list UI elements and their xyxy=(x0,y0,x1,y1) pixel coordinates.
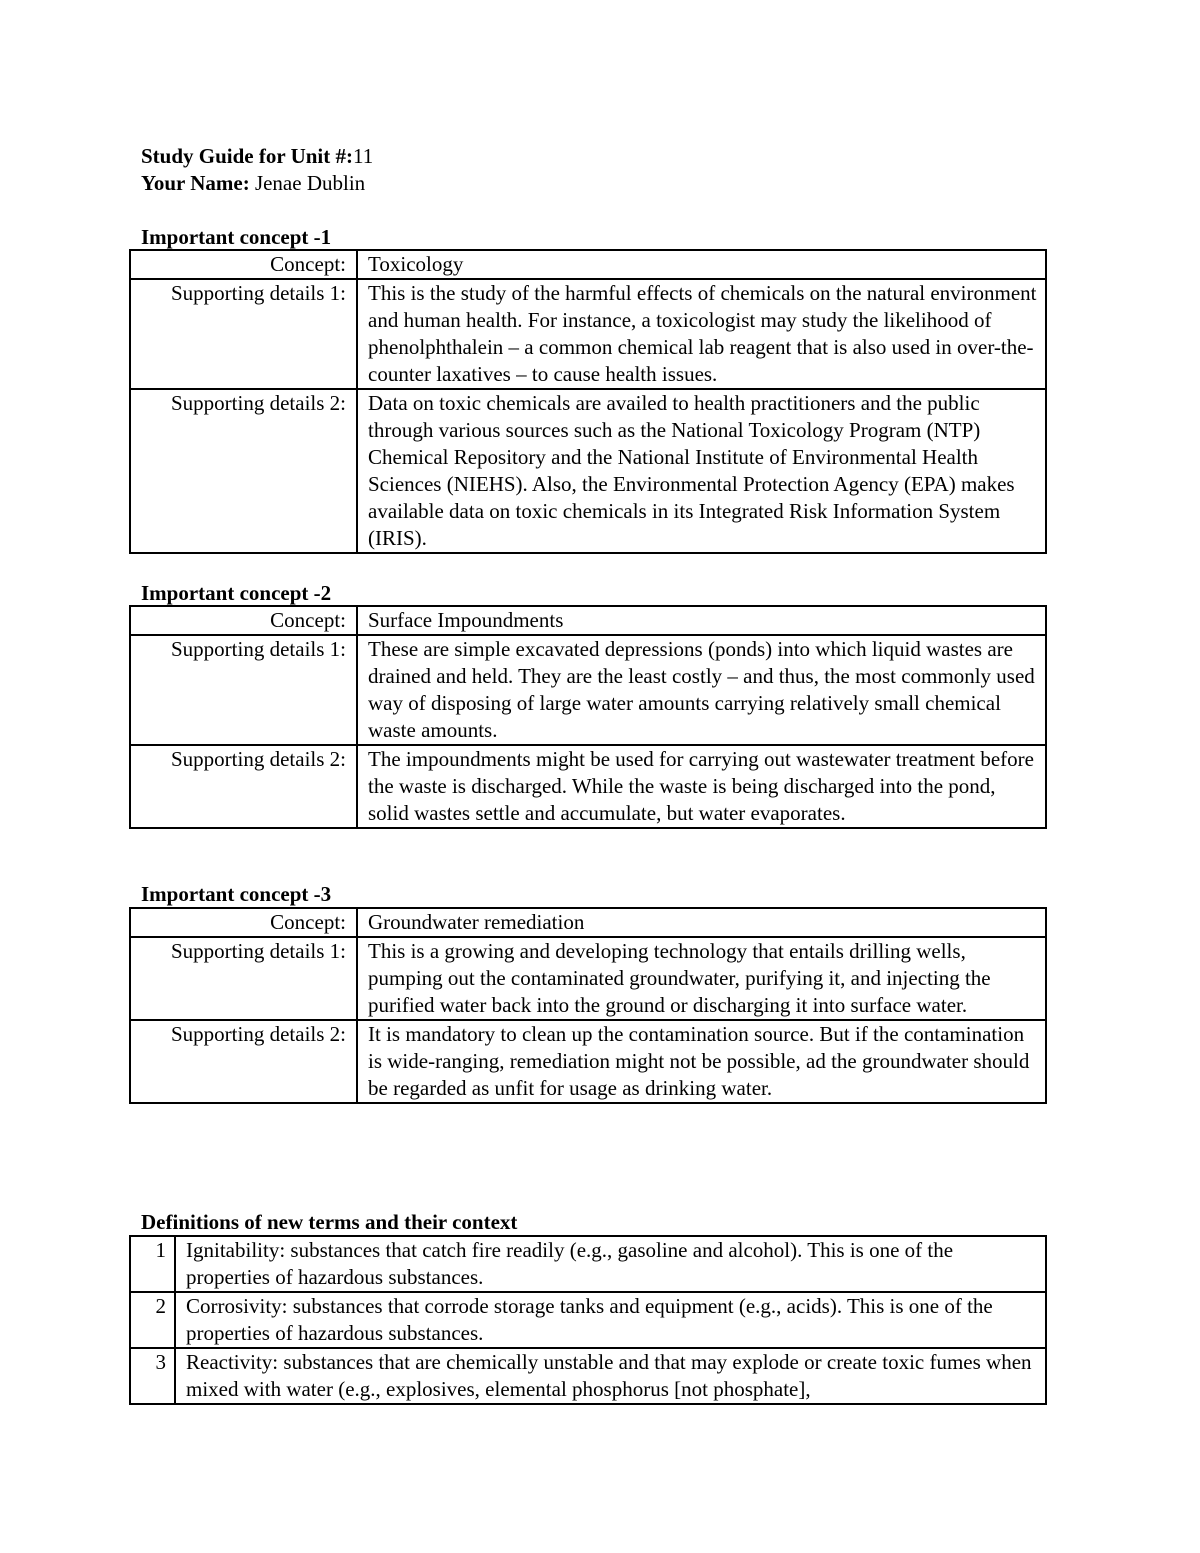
table-row xyxy=(130,606,1046,635)
unit-line xyxy=(141,143,373,170)
concept-1-table xyxy=(129,249,1047,554)
concept-3-table xyxy=(129,907,1047,1104)
detail-1-text: These are simple excavated depressions (ponds) into which liquid wastes are drained and held. They are the least costly – and thus, the most commonly used way of disposing of large water amounts carrying relatively small chemical waste amounts. xyxy=(357,635,1046,745)
name-label: Your Name: xyxy=(141,171,250,195)
concept-2-table xyxy=(129,605,1047,829)
detail-1-text: This is a growing and developing technology that entails drilling wells, pumping out the contaminated groundwater, purifying it, and injecting the purified water back into the ground or discharging it into surface water. xyxy=(357,937,1046,1020)
concept-2-title: Important concept -2 xyxy=(141,581,332,605)
definitions-table xyxy=(129,1235,1047,1405)
detail-2-text: The impoundments might be used for carrying out wastewater treatment before the waste is discharged. While the waste is being discharged into the pond, solid wastes settle and accumulate, but water evaporates. xyxy=(357,745,1046,828)
name-line xyxy=(141,170,365,197)
table-row xyxy=(130,389,1046,553)
definition-number: 1 xyxy=(130,1236,175,1292)
detail-2-label: Supporting details 2: xyxy=(130,745,357,828)
unit-label: Study Guide for Unit #: xyxy=(141,144,353,168)
definition-text: Corrosivity: substances that corrode storage tanks and equipment (e.g., acids). This is one of the properties of hazardous substances. xyxy=(175,1292,1046,1348)
definition-text: Ignitability: substances that catch fire readily (e.g., gasoline and alcohol). This is one of the properties of hazardous substances. xyxy=(175,1236,1046,1292)
table-row xyxy=(130,250,1046,279)
table-row xyxy=(130,745,1046,828)
definitions-title: Definitions of new terms and their context xyxy=(141,1210,518,1234)
concept-3-title: Important concept -3 xyxy=(141,882,332,906)
detail-1-label: Supporting details 1: xyxy=(130,635,357,745)
unit-value: 11 xyxy=(352,144,374,168)
table-row xyxy=(130,1020,1046,1103)
table-row xyxy=(130,1292,1046,1348)
definition-number: 3 xyxy=(130,1348,175,1404)
table-row xyxy=(130,1236,1046,1292)
definition-number: 2 xyxy=(130,1292,175,1348)
detail-1-label: Supporting details 1: xyxy=(130,279,357,389)
concept-value: Surface Impoundments xyxy=(357,606,1046,635)
table-row xyxy=(130,937,1046,1020)
table-row xyxy=(130,635,1046,745)
detail-1-label: Supporting details 1: xyxy=(130,937,357,1020)
detail-2-label: Supporting details 2: xyxy=(130,389,357,553)
name-value: Jenae Dublin xyxy=(254,171,366,195)
concept-label: Concept: xyxy=(130,250,357,279)
detail-2-text: Data on toxic chemicals are availed to health practitioners and the public through various sources such as the National Toxicology Program (NTP) Chemical Repository and the National Institute of Environmental Health Sciences (NIEHS). Also, the Environmental Protection Agency (EPA) makes available data on toxic chemicals in its Integrated Risk Information System (IRIS). xyxy=(357,389,1046,553)
concept-label: Concept: xyxy=(130,908,357,937)
detail-2-text: It is mandatory to clean up the contamination source. But if the contamination is wide-ranging, remediation might not be possible, ad the groundwater should be regarded as unfit for usage as drinking water. xyxy=(357,1020,1046,1103)
concept-value: Groundwater remediation xyxy=(357,908,1046,937)
detail-2-label: Supporting details 2: xyxy=(130,1020,357,1103)
table-row xyxy=(130,279,1046,389)
detail-1-text: This is the study of the harmful effects of chemicals on the natural environment and human health. For instance, a toxicologist may study the likelihood of phenolphthalein – a common chemical lab reagent that is also used in over-the-counter laxatives – to cause health issues. xyxy=(357,279,1046,389)
table-row xyxy=(130,908,1046,937)
concept-label: Concept: xyxy=(130,606,357,635)
concept-value: Toxicology xyxy=(357,250,1046,279)
table-row xyxy=(130,1348,1046,1404)
definition-text: Reactivity: substances that are chemically unstable and that may explode or create toxic fumes when mixed with water (e.g., explosives, elemental phosphorus [not phosphate], xyxy=(175,1348,1046,1404)
concept-1-title: Important concept -1 xyxy=(141,225,332,249)
